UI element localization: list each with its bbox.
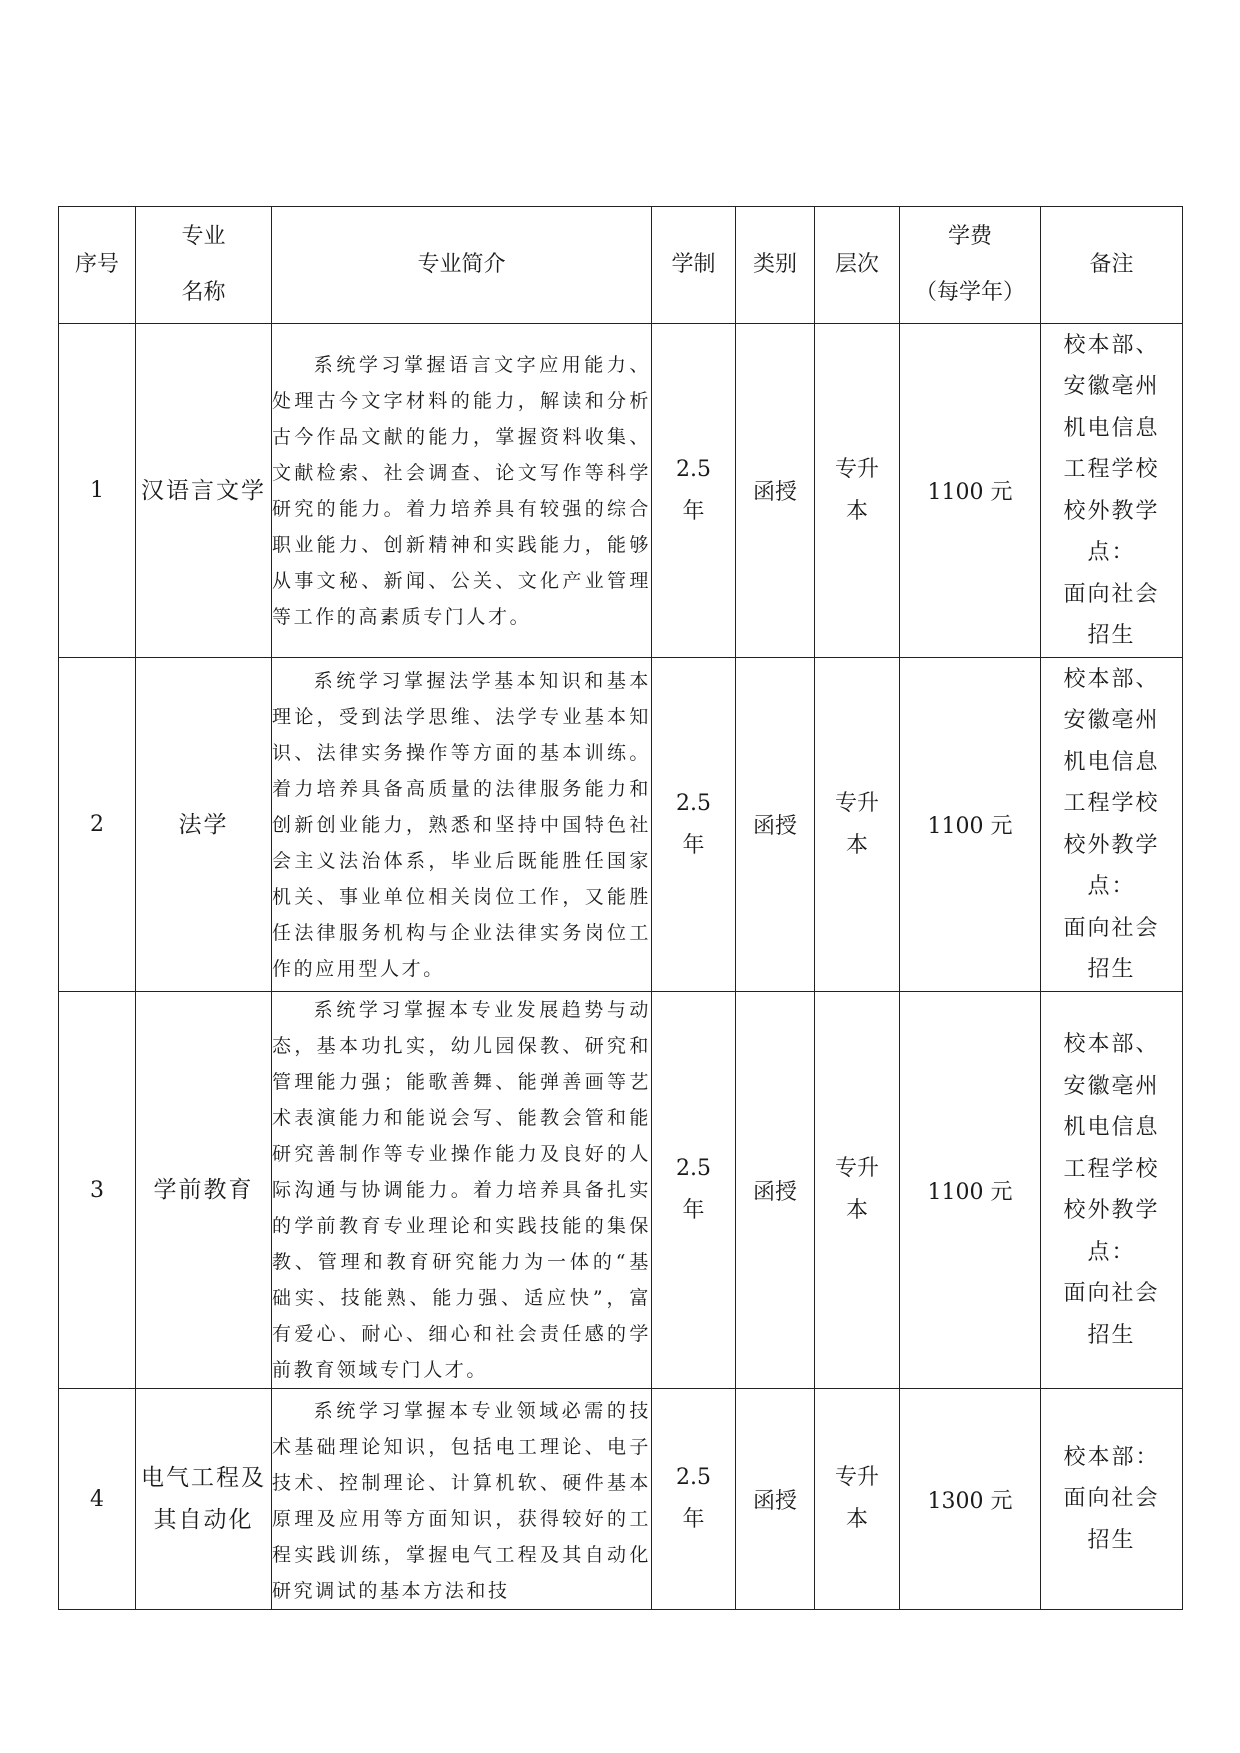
row-level: [815, 658, 900, 992]
row-index: 4: [59, 1389, 136, 1610]
row-years-value: 2.5: [676, 1465, 711, 1490]
row-fee: 1100 元: [900, 992, 1041, 1389]
header-row: [59, 207, 1183, 324]
row-notes-line: 机电信息: [1063, 415, 1160, 441]
row-notes-line: 工程学校: [1063, 791, 1160, 816]
row-major-name: 汉语言文学: [136, 324, 272, 658]
row-type: 函授: [736, 324, 815, 658]
header-years: 学制: [652, 207, 736, 324]
row-major-name: 法学: [136, 658, 272, 992]
row-index: 1: [59, 324, 136, 658]
row-fee: 1100 元: [900, 658, 1041, 992]
row-major-name: 电气工程及其自动化: [136, 1389, 272, 1610]
row-intro: [272, 992, 652, 1389]
header-name: [136, 207, 272, 324]
header-fee-line1: 学费: [947, 224, 992, 249]
row-notes-line: 面向社会: [1063, 581, 1160, 607]
row-type: 函授: [736, 658, 815, 992]
row-fee: 1100 元: [900, 324, 1041, 658]
majors-table: [58, 206, 1183, 1610]
row-level-line1: 专升: [834, 1465, 879, 1490]
row-notes-line: 面向社会: [1063, 915, 1160, 941]
row-intro-text: 系统学习掌握语言文字应用能力、处理古今文字材料的能力，解读和分析古今作品文献的能力，掌握资料收集、文献检索、社会调查、论文写作等科学研究的能力。着力培养具有较强的综合职业能力、创新精神和实践能力，能够从事文秘、新闻、公关、文化产业管理等工作的高素质专门人才。: [272, 353, 651, 628]
header-intro: 专业简介: [272, 207, 652, 324]
table-row: [59, 1389, 1183, 1610]
row-notes-line: 校本部、: [1063, 666, 1160, 692]
row-notes: [1041, 1389, 1183, 1610]
row-notes-line: 招生: [1087, 957, 1136, 982]
header-level: 层次: [815, 207, 900, 324]
row-level-line2: 本: [845, 832, 868, 858]
row-years: [652, 658, 736, 992]
row-level-line1: 专升: [834, 456, 879, 482]
row-years-unit: 年: [682, 1507, 705, 1532]
row-notes-line: 工程学校: [1063, 457, 1160, 482]
header-type: 类别: [736, 207, 815, 324]
row-notes-line: 工程学校: [1063, 1156, 1160, 1182]
row-level-line1: 专升: [834, 790, 879, 816]
row-intro-text: 系统学习掌握本专业领域必需的技术基础理论知识，包括电工理论、电子技术、控制理论、计算机软、硬件基本原理及应用等方面知识，获得较好的工程实践训练，掌握电气工程及其自动化研究调试的基本方法和技: [272, 1400, 651, 1602]
row-fee: 1300 元: [900, 1389, 1041, 1610]
row-type: 函授: [736, 1389, 815, 1610]
row-level-line2: 本: [845, 1198, 868, 1223]
row-level-line2: 本: [845, 1507, 868, 1532]
table-row: [59, 324, 1183, 658]
row-level: [815, 1389, 900, 1610]
row-notes: [1041, 658, 1183, 992]
row-years: [652, 992, 736, 1389]
row-type: 函授: [736, 992, 815, 1389]
row-notes-line: 点：: [1087, 540, 1136, 565]
row-notes-line: 招生: [1087, 1322, 1136, 1348]
row-notes-line: 招生: [1087, 623, 1136, 648]
row-notes-line: 机电信息: [1063, 749, 1160, 775]
row-notes-line: 校本部：: [1063, 1444, 1160, 1470]
row-notes: [1041, 992, 1183, 1389]
row-years: [652, 324, 736, 658]
row-years-unit: 年: [682, 832, 705, 858]
header-name-line1: 专业: [181, 224, 226, 249]
table-row: [59, 658, 1183, 992]
row-notes-line: 机电信息: [1063, 1115, 1160, 1140]
header-index: 序号: [59, 207, 136, 324]
row-years: [652, 1389, 736, 1610]
row-notes: [1041, 324, 1183, 658]
row-major-name: 学前教育: [136, 992, 272, 1389]
row-notes-line: 面向社会: [1063, 1281, 1160, 1306]
row-notes-line: 校本部、: [1063, 1032, 1160, 1057]
row-intro: [272, 324, 652, 658]
row-intro-text: 系统学习掌握本专业发展趋势与动态，基本功扎实，幼儿园保教、研究和管理能力强；能歌善舞、能弹善画等艺术表演能力和能说会写、能教会管和能研究善制作等专业操作能力及良好的人际沟通与协调能力。着力培养具备扎实的学前教育专业理论和实践技能的集保教、管理和教育研究能力为一体的“基础实、技能熟、能力强、适应快”，富有爱心、耐心、细心和社会责任感的学前教育领域专门人才。: [272, 999, 651, 1381]
row-years-value: 2.5: [676, 456, 711, 482]
table-row: [59, 992, 1183, 1389]
row-years-value: 2.5: [676, 790, 711, 816]
row-notes-line: 面向社会: [1063, 1486, 1160, 1512]
row-notes-line: 点：: [1087, 1239, 1136, 1265]
row-notes-line: 安徽亳州: [1063, 374, 1160, 399]
row-level: [815, 992, 900, 1389]
row-notes-line: 校外教学: [1063, 832, 1160, 858]
row-level-line2: 本: [845, 498, 868, 524]
row-notes-line: 校外教学: [1063, 1198, 1160, 1223]
row-notes-line: 安徽亳州: [1063, 708, 1160, 733]
row-years-unit: 年: [682, 498, 705, 524]
row-intro: [272, 658, 652, 992]
header-notes: 备注: [1041, 207, 1183, 324]
header-fee-line2: （每学年）: [914, 280, 1025, 305]
row-notes-line: 点：: [1087, 874, 1136, 899]
row-intro-text: 系统学习掌握法学基本知识和基本理论，受到法学思维、法学专业基本知识、法律实务操作等方面的基本训练。着力培养具备高质量的法律服务能力和创新创业能力，熟悉和坚持中国特色社会主义法治体系，毕业后既能胜任国家机关、事业单位相关岗位工作，又能胜任法律服务机构与企业法律实务岗位工作的应用型人才。: [272, 669, 651, 980]
header-name-line2: 名称: [181, 280, 226, 305]
row-level-line1: 专升: [834, 1156, 879, 1181]
row-notes-line: 安徽亳州: [1063, 1073, 1160, 1099]
row-intro: [272, 1389, 652, 1610]
row-index: 3: [59, 992, 136, 1389]
header-fee: [900, 207, 1041, 324]
row-years-unit: 年: [682, 1198, 705, 1223]
row-notes-line: 校本部、: [1063, 332, 1160, 358]
row-notes-line: 校外教学: [1063, 498, 1160, 524]
row-years-value: 2.5: [676, 1156, 711, 1181]
row-index: 2: [59, 658, 136, 992]
row-level: [815, 324, 900, 658]
row-notes-line: 招生: [1087, 1527, 1136, 1553]
